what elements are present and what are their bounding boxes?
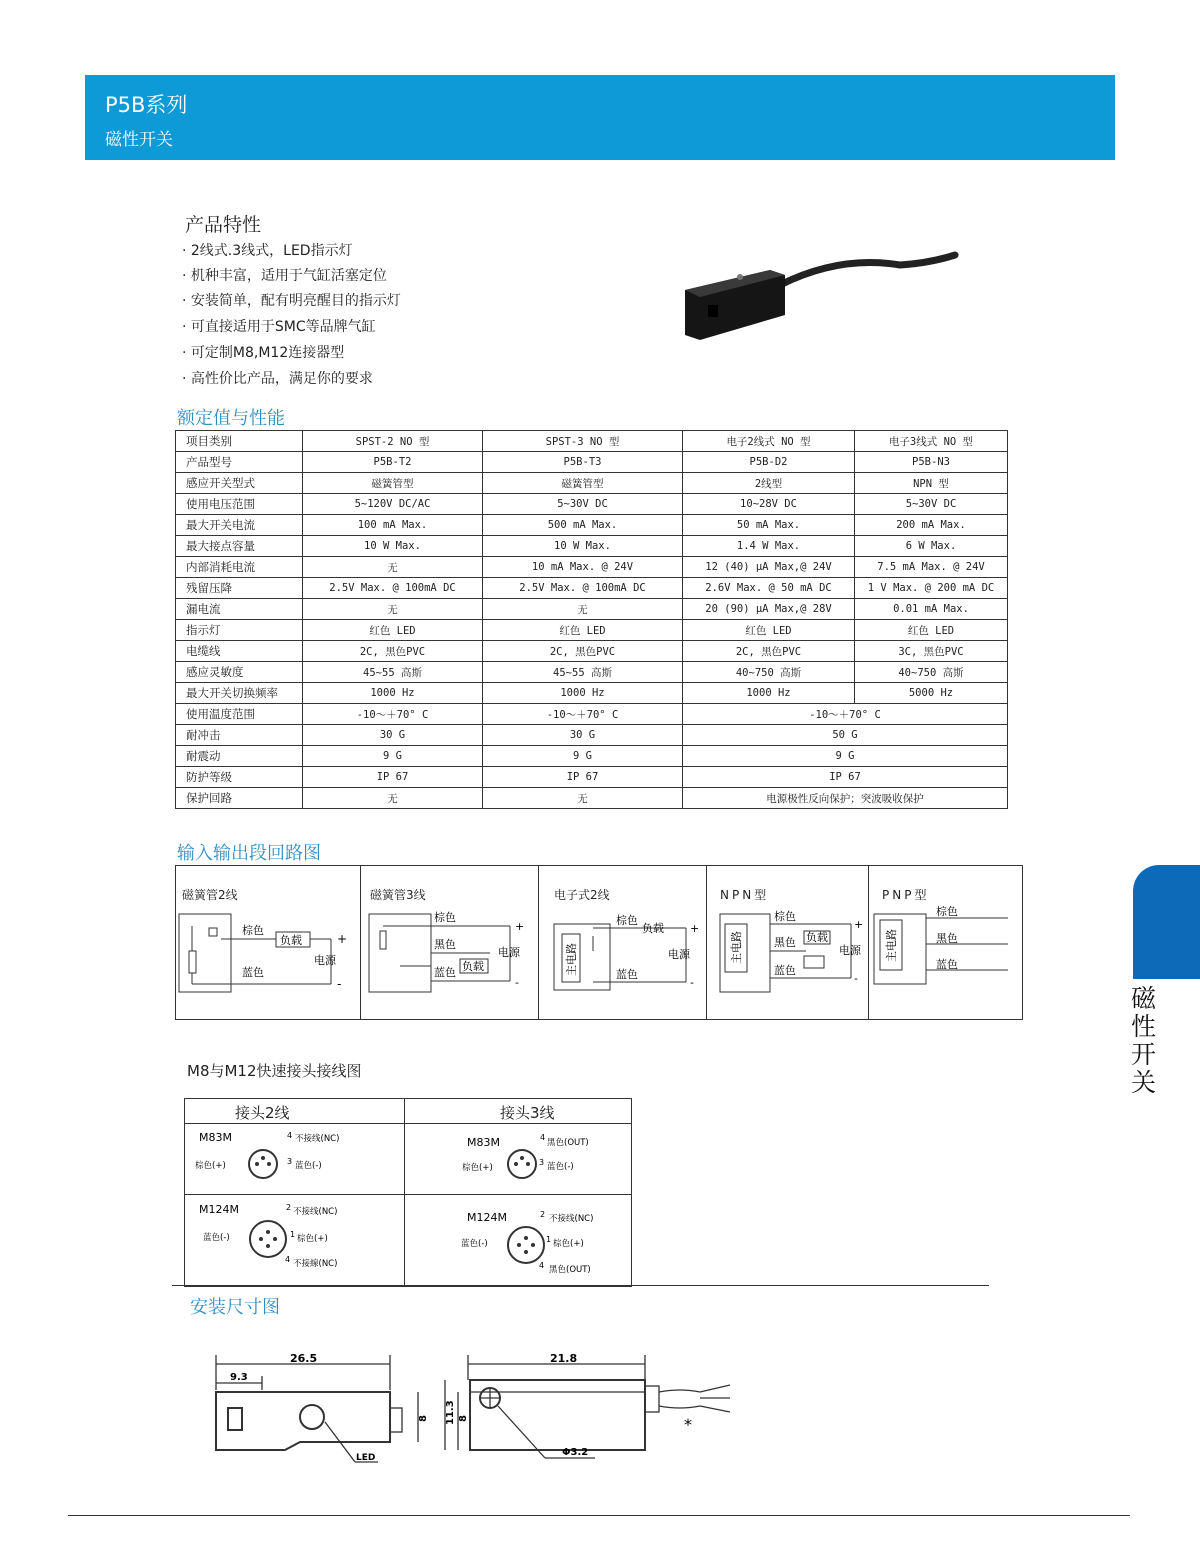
dim-h1: 11.3 (445, 1400, 456, 1425)
dim-hole: Φ3.2 (562, 1447, 589, 1458)
spec-label: 产品型号 (176, 452, 303, 473)
spec-cell: 2C, 黑色PVC (683, 641, 855, 662)
circuit-load-label: 负载 (642, 922, 664, 935)
spec-label: 漏电流 (176, 599, 303, 620)
svg-text:4: 4 (285, 1255, 291, 1264)
circuit-main-label: 主电路 (730, 931, 743, 964)
connector-m8-2wire (185, 1124, 404, 1194)
connector-pin1: 棕色(+) (553, 1239, 584, 1249)
spec-cell: 200 mA Max. (855, 515, 1008, 536)
spec-cell: 无 (303, 557, 483, 578)
circuit-power-label: 电源 (498, 946, 520, 959)
circuit-black-label: 黑色 (936, 932, 958, 945)
footer-rule (68, 1515, 1130, 1516)
circuit-black-label: 黑色 (434, 938, 456, 951)
spec-row (176, 662, 1008, 683)
spec-cell: 2线型 (683, 473, 855, 494)
spec-cell: 30 G (483, 725, 683, 746)
spec-cell: 无 (483, 599, 683, 620)
spec-cell: 红色 LED (303, 620, 483, 641)
connector-pin3: 蓝色(-) (203, 1233, 230, 1243)
circuit-brown-label: 棕色 (242, 924, 264, 937)
spec-cell: 20 (90) μA Max,@ 28V (683, 599, 855, 620)
spec-cell: 45~55 高斯 (483, 662, 683, 683)
spec-cell: 10 mA Max. @ 24V (483, 557, 683, 578)
svg-text:+: + (515, 920, 525, 933)
connector-pin4: 黑色(OUT) (547, 1138, 589, 1148)
spec-row (176, 704, 1008, 725)
product-image (680, 245, 1010, 345)
spec-label: 电缆线 (176, 641, 303, 662)
circuit-title: PNP型 (882, 888, 930, 902)
spec-cell: 2.5V Max. @ 100mA DC (483, 578, 683, 599)
spec-cell: 5~30V DC (855, 494, 1008, 515)
dim-length: 21.8 (550, 1352, 578, 1365)
svg-text:2: 2 (286, 1203, 292, 1212)
spec-cell: 红色 LED (855, 620, 1008, 641)
spec-cell: 磁簧管型 (303, 473, 483, 494)
connector-section-title: M8与M12快速接头接线图 (187, 1062, 362, 1080)
svg-text:4: 4 (539, 1261, 545, 1270)
spec-cell: 50 mA Max. (683, 515, 855, 536)
dimension-section-title: 安装尺寸图 (190, 1297, 280, 1318)
circuit-title: 磁簧管2线 (182, 888, 238, 902)
spec-cell: 10 W Max. (303, 536, 483, 557)
connector-pin3: 蓝色(-) (295, 1161, 322, 1171)
spec-row (176, 767, 1008, 788)
circuit-black-label: 黑色 (774, 936, 796, 949)
svg-text:4: 4 (287, 1131, 293, 1140)
circuit-title: 电子式2线 (554, 888, 610, 902)
connector-model: M83M (199, 1131, 232, 1144)
side-tab (1133, 865, 1200, 979)
spec-cell: 50 G (683, 725, 1008, 746)
spec-cell: 红色 LED (683, 620, 855, 641)
spec-cell: 7.5 mA Max. @ 24V (855, 557, 1008, 578)
spec-row (176, 746, 1008, 767)
spec-label: 耐震动 (176, 746, 303, 767)
spec-row (176, 452, 1008, 473)
spec-cell: 6 W Max. (855, 536, 1008, 557)
circuit-electronic-2wire (538, 866, 707, 1019)
circuit-load-label: 负载 (462, 960, 484, 973)
spec-cell: 9 G (303, 746, 483, 767)
svg-text:3: 3 (287, 1157, 293, 1166)
series-subtitle: 磁性开关 (105, 130, 173, 150)
spec-cell: 12 (40) μA Max,@ 24V (683, 557, 855, 578)
spec-label: 指示灯 (176, 620, 303, 641)
spec-label: 使用电压范围 (176, 494, 303, 515)
spec-row (176, 641, 1008, 662)
circuit-brown-label: 棕色 (616, 914, 638, 927)
spec-cell: -10～＋70° C (683, 704, 1008, 725)
circuit-blue-label: 蓝色 (774, 964, 796, 977)
dim-left-offset: 9.3 (230, 1372, 248, 1383)
connector-pin1: 棕色(+) (195, 1161, 226, 1171)
spec-label: 感应开关型式 (176, 473, 303, 494)
spec-cell: 2.6V Max. @ 50 mA DC (683, 578, 855, 599)
spec-cell: SPST-2 NO 型 (303, 431, 483, 452)
connector-m12-3wire (405, 1195, 631, 1285)
spec-row (176, 725, 1008, 746)
feature-item: · 可直接适用于SMC等品牌气缸 (182, 319, 376, 335)
spec-cell: IP 67 (683, 767, 1008, 788)
circuit-power-label: 电源 (668, 948, 690, 961)
circuit-main-label: 主电路 (565, 943, 578, 976)
spec-cell: 无 (303, 788, 483, 809)
circuit-power-label: 电源 (839, 944, 861, 957)
spec-row (176, 473, 1008, 494)
spec-label: 防护等级 (176, 767, 303, 788)
svg-text:+: + (854, 918, 864, 931)
spec-cell: 1000 Hz (303, 683, 483, 704)
connector-pin4: 不接线(NC) (295, 1134, 340, 1144)
spec-cell: 无 (303, 599, 483, 620)
feature-item: · 高性价比产品，满足你的要求 (182, 371, 373, 387)
spec-cell: -10～＋70° C (303, 704, 483, 725)
spec-label: 最大开关切换频率 (176, 683, 303, 704)
dimension-drawing (200, 1350, 760, 1475)
spec-row (176, 494, 1008, 515)
features-title: 产品特性 (185, 214, 262, 236)
spec-label: 使用温度范围 (176, 704, 303, 725)
spec-cell: 10 W Max. (483, 536, 683, 557)
connector-pin1: 棕色(+) (462, 1163, 493, 1173)
spec-cell: 45~55 高斯 (303, 662, 483, 683)
spec-label: 最大开关电流 (176, 515, 303, 536)
spec-cell: P5B-D2 (683, 452, 855, 473)
side-label: 磁性开关 (1131, 984, 1157, 1097)
circuit-reed-2wire (176, 866, 361, 1019)
circuit-brown-label: 棕色 (434, 911, 456, 924)
spec-cell: 100 mA Max. (303, 515, 483, 536)
spec-cell: 磁簧管型 (483, 473, 683, 494)
circuit-blue-label: 蓝色 (936, 958, 958, 971)
connector-2wire-header: 接头2线 (235, 1104, 290, 1122)
spec-cell: P5B-T2 (303, 452, 483, 473)
spec-row (176, 683, 1008, 704)
circuit-diagrams (175, 865, 1023, 1020)
spec-row (176, 536, 1008, 557)
spec-label: 最大接点容量 (176, 536, 303, 557)
spec-cell: 3C, 黑色PVC (855, 641, 1008, 662)
spec-label: 耐冲击 (176, 725, 303, 746)
svg-text:1: 1 (290, 1230, 296, 1239)
spec-cell: 2C, 黑色PVC (303, 641, 483, 662)
feature-item: · 机种丰富，适用于气缸活塞定位 (182, 268, 387, 284)
spec-row (176, 599, 1008, 620)
divider (172, 1285, 989, 1286)
circuit-brown-label: 棕色 (774, 910, 796, 923)
dim-star: * (684, 1415, 692, 1434)
circuit-reed-3wire (360, 866, 539, 1019)
connector-pin3: 蓝色(-) (461, 1239, 488, 1249)
spec-cell: 9 G (483, 746, 683, 767)
spec-row (176, 431, 1008, 452)
spec-label: 内部消耗电流 (176, 557, 303, 578)
spec-cell: 无 (483, 788, 683, 809)
circuit-blue-label: 蓝色 (242, 966, 264, 979)
header-banner (85, 75, 1115, 160)
dim-h2: 8 (458, 1415, 469, 1422)
svg-text:1: 1 (546, 1235, 552, 1244)
spec-cell: 9 G (683, 746, 1008, 767)
circuit-main-label: 主电路 (885, 929, 898, 962)
spec-cell: 电子3线式 NO 型 (855, 431, 1008, 452)
spec-row (176, 788, 1008, 809)
circuit-blue-label: 蓝色 (434, 966, 456, 979)
spec-cell: 电子2线式 NO 型 (683, 431, 855, 452)
connector-m8-3wire (405, 1124, 631, 1194)
spec-cell: 电源极性反向保护；突波吸收保护 (683, 788, 1008, 809)
spec-cell: 红色 LED (483, 620, 683, 641)
spec-cell: 2C, 黑色PVC (483, 641, 683, 662)
dim-total-width: 26.5 (290, 1352, 318, 1365)
svg-text:-: - (690, 976, 694, 989)
connector-m12-2wire (185, 1195, 404, 1285)
svg-text:4: 4 (540, 1133, 546, 1142)
svg-text:-: - (337, 977, 342, 991)
spec-cell: IP 67 (483, 767, 683, 788)
connector-model: M124M (199, 1203, 239, 1216)
spec-row (176, 557, 1008, 578)
spec-label: 项目类别 (176, 431, 303, 452)
spec-cell: 1.4 W Max. (683, 536, 855, 557)
spec-label: 保护回路 (176, 788, 303, 809)
feature-item: · 2线式.3线式，LED指示灯 (182, 243, 353, 259)
spec-label: 残留压降 (176, 578, 303, 599)
circuit-npn (706, 866, 869, 1019)
circuit-title: 磁簧管3线 (370, 888, 426, 902)
connector-pin4: 黑色(OUT) (549, 1265, 591, 1275)
series-title: P5B系列 (105, 93, 188, 117)
spec-cell: -10～＋70° C (483, 704, 683, 725)
circuit-load-label: 负载 (280, 934, 302, 947)
spec-cell: 40~750 高斯 (683, 662, 855, 683)
circuit-load-label: 负载 (806, 931, 828, 944)
svg-text:+: + (690, 922, 700, 935)
svg-text:-: - (854, 972, 858, 985)
rating-section-title: 额定值与性能 (177, 408, 285, 429)
svg-text:2: 2 (540, 1210, 546, 1219)
connector-pin4: 不接線(NC) (293, 1259, 338, 1269)
spec-cell: IP 67 (303, 767, 483, 788)
svg-text:3: 3 (539, 1158, 545, 1167)
circuit-blue-label: 蓝色 (616, 968, 638, 981)
spec-cell: 500 mA Max. (483, 515, 683, 536)
spec-cell: 1 V Max. @ 200 mA DC (855, 578, 1008, 599)
spec-cell: NPN 型 (855, 473, 1008, 494)
connector-pin2: 不接线(NC) (549, 1214, 594, 1224)
spec-label: 感应灵敏度 (176, 662, 303, 683)
dim-height: 8 (418, 1415, 429, 1422)
svg-text:-: - (515, 976, 519, 989)
spec-row (176, 515, 1008, 536)
svg-text:+: + (337, 932, 348, 946)
spec-cell: SPST-3 NO 型 (483, 431, 683, 452)
circuit-pnp (868, 866, 1022, 1019)
connector-table (184, 1098, 632, 1287)
connector-pin3: 蓝色(-) (547, 1162, 574, 1172)
spec-cell: 1000 Hz (683, 683, 855, 704)
connector-pin2: 不接线(NC) (293, 1207, 338, 1217)
circuit-title: NPN型 (720, 888, 770, 902)
spec-cell: 1000 Hz (483, 683, 683, 704)
feature-item: · 可定制M8,M12连接器型 (182, 345, 345, 361)
connector-3wire-header: 接头3线 (500, 1104, 555, 1122)
spec-cell: 0.01 mA Max. (855, 599, 1008, 620)
circuit-section-title: 输入输出段回路图 (177, 843, 321, 864)
connector-pin1: 棕色(+) (297, 1234, 328, 1244)
circuit-brown-label: 棕色 (936, 906, 958, 918)
spec-cell: 10~28V DC (683, 494, 855, 515)
spec-cell: 5000 Hz (855, 683, 1008, 704)
spec-row (176, 578, 1008, 599)
spec-cell: 40~750 高斯 (855, 662, 1008, 683)
dim-led-label: LED (356, 1453, 376, 1463)
spec-cell: P5B-T3 (483, 452, 683, 473)
circuit-power-label: 电源 (314, 954, 336, 967)
connector-model: M124M (467, 1211, 507, 1224)
connector-model: M83M (467, 1136, 500, 1149)
spec-cell: 2.5V Max. @ 100mA DC (303, 578, 483, 599)
spec-table (175, 430, 1008, 809)
feature-item: · 安装简单，配有明亮醒目的指示灯 (182, 293, 401, 309)
spec-cell: 5~30V DC (483, 494, 683, 515)
spec-cell: 5~120V DC/AC (303, 494, 483, 515)
spec-cell: P5B-N3 (855, 452, 1008, 473)
spec-cell: 30 G (303, 725, 483, 746)
spec-row (176, 620, 1008, 641)
